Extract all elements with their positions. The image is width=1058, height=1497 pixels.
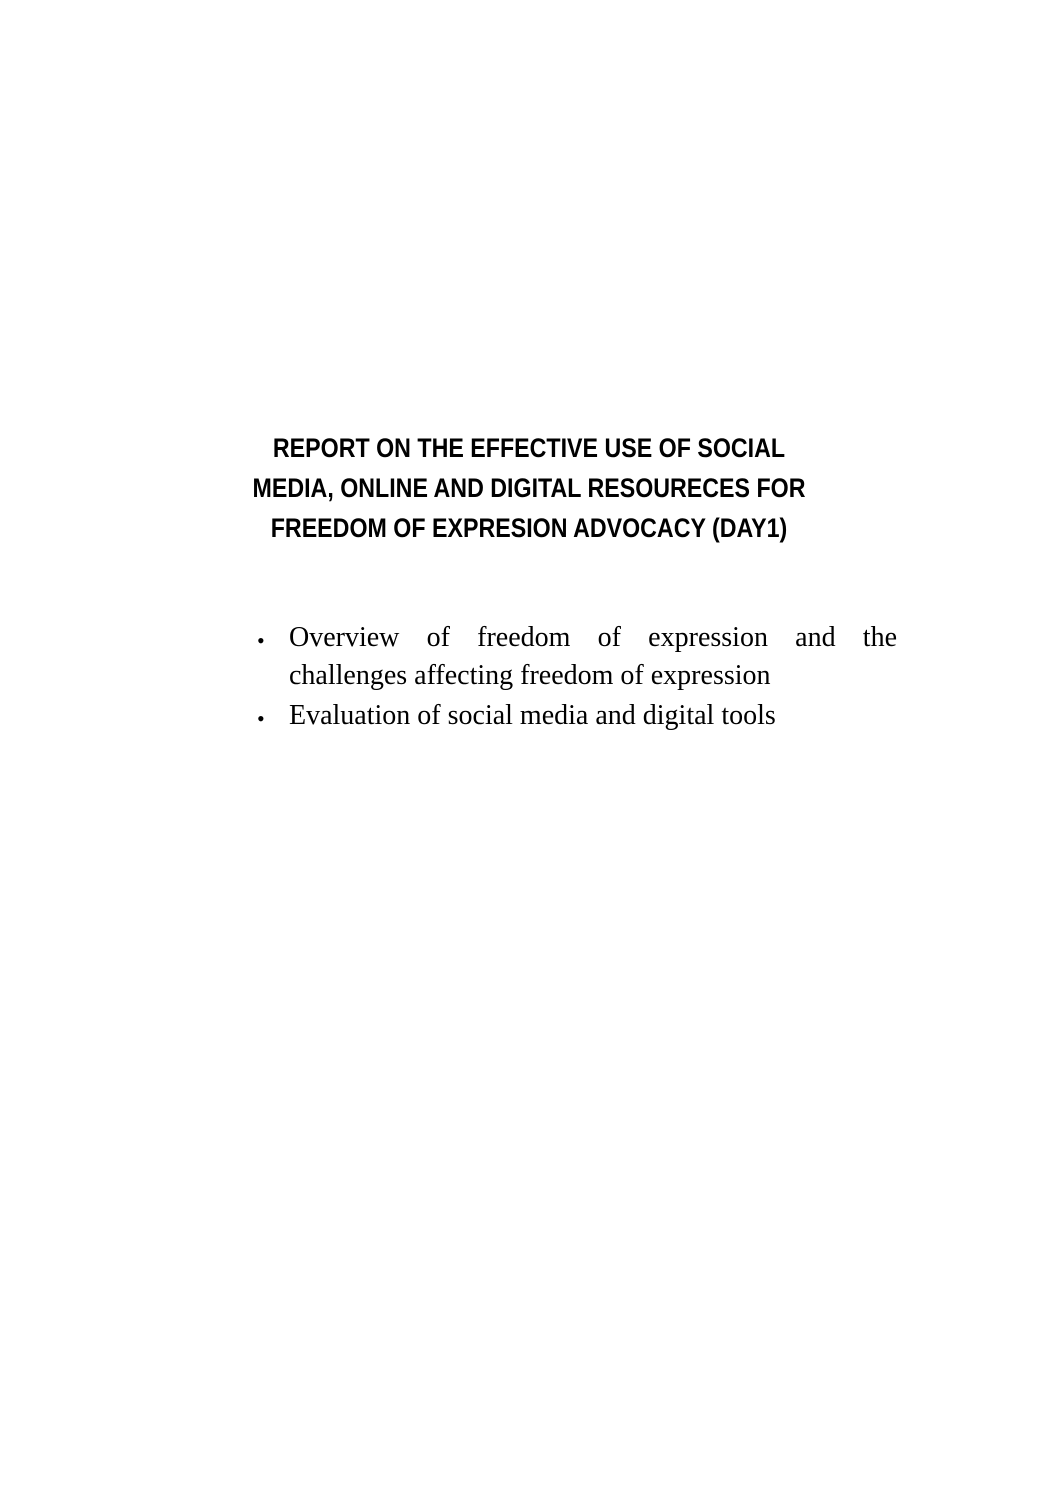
bullet-icon: • (257, 706, 265, 731)
report-title-line-2: MEDIA, ONLINE AND DIGITAL RESOUREСES FOR (252, 473, 806, 503)
list-item (255, 619, 905, 695)
list-item-line-1: Overview of freedom of expression and the (289, 622, 897, 653)
bullet-icon: • (257, 628, 265, 653)
topics-list (255, 619, 905, 737)
list-item-line-1: Evaluation of social media and digital tools (289, 700, 776, 731)
list-item-line-2: challenges affecting freedom of expression (289, 660, 771, 691)
list-item (255, 697, 905, 735)
report-title-line-1: REPORT ON THE EFFECTIVE USE OF SOCIAL (272, 433, 786, 463)
report-title (150, 428, 908, 548)
report-title-line-3: FREEDOM OF EXPRESION ADVOCACY (DAY1) (270, 513, 788, 543)
